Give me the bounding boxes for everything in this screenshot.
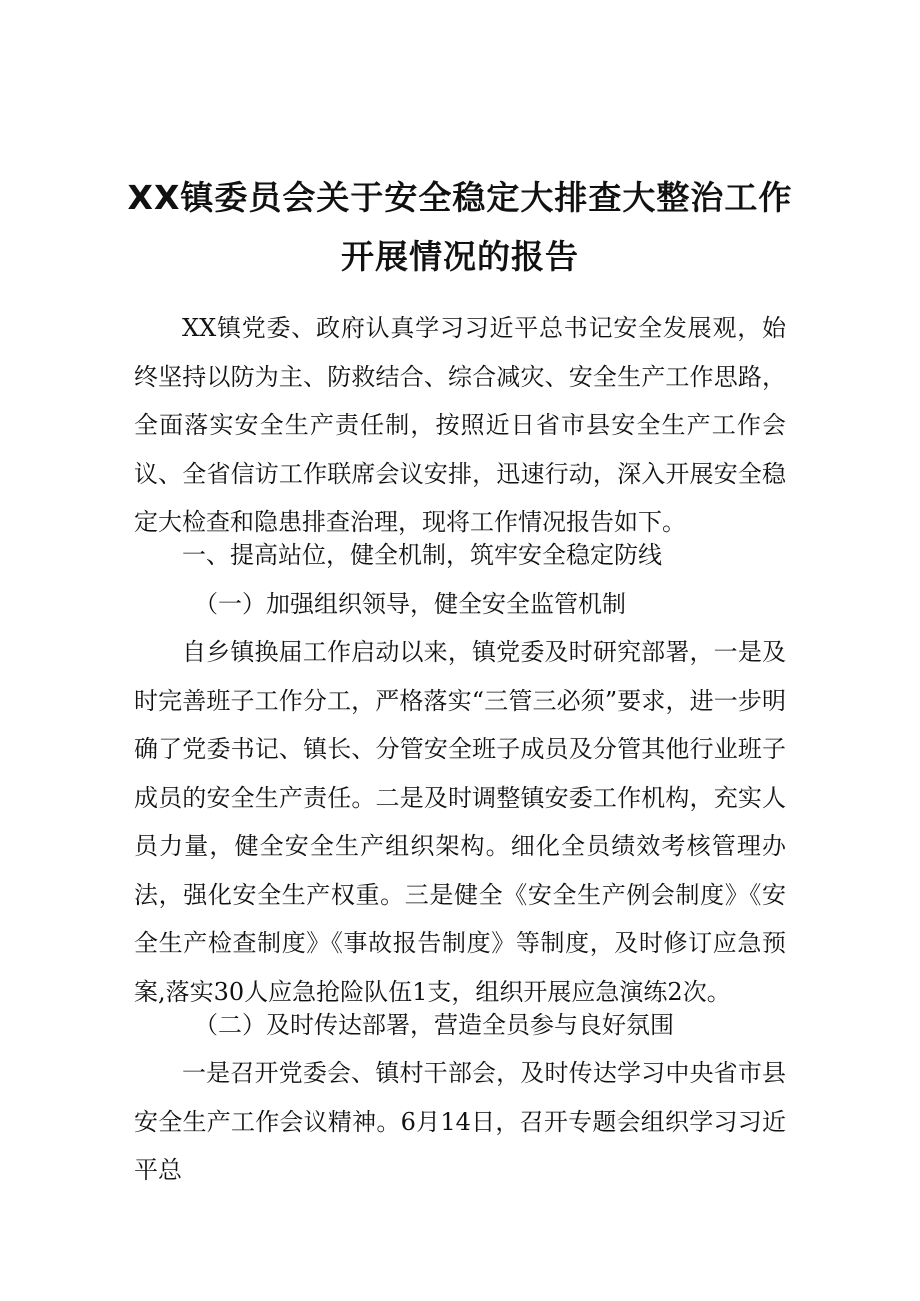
section-heading-1: [134, 531, 786, 580]
subsection-heading-2-text: （二）及时传达部署，营造全员参与良好氛围: [194, 1011, 674, 1039]
subsection-heading-1-text: （一）加强组织领导，健全安全监管机制: [194, 590, 626, 618]
document-title-line-2: 开展情况的报告: [341, 237, 579, 276]
subsection-heading-1: [134, 580, 786, 629]
subsection-heading-2: [134, 1001, 786, 1050]
intro-paragraph-text: XX镇党委、政府认真学习习近平总书记安全发展观，始终坚持以防为主、防救结合、综合减灾、安全生产工作思路，全面落实安全生产责任制，按照近日省市县安全生产工作会议、全省信访工作联席会议安排，迅速行动，深入开展安全稳定大检查和隐患排查治理，现将工作情况报告如下。: [134, 314, 786, 536]
body-paragraph-1: [134, 628, 786, 1016]
intro-paragraph: [134, 304, 786, 547]
body-paragraph-1-text: 自乡镇换届工作启动以来，镇党委及时研究部署，一是及时完善班子工作分工，严格落实“三管三必须”要求，进一步明确了党委书记、镇长、分管安全班子成员及分管其他行业班子成员的安全生产责任。二是及时调整镇安委工作机构，充实人员力量，健全安全生产组织架构。细化全员绩效考核管理办法，强化安全生产权重。三是健全《安全生产例会制度》《安全生产检查制度》《事故报告制度》等制度，及时修订应急预案,落实30人应急抢险队伍1支，组织开展应急演练2次。: [134, 638, 786, 1006]
body-paragraph-2: [134, 1049, 786, 1195]
document-title-line-1: XX镇委员会关于安全稳定大排查大整治工作: [127, 178, 793, 217]
body-paragraph-2-text: 一是召开党委会、镇村干部会，及时传达学习中央省市县安全生产工作会议精神。6月14日，召开专题会组织学习习近平总: [134, 1059, 786, 1184]
section-heading-1-text: 一、提高站位，健全机制，筑牢安全稳定防线: [182, 541, 662, 569]
